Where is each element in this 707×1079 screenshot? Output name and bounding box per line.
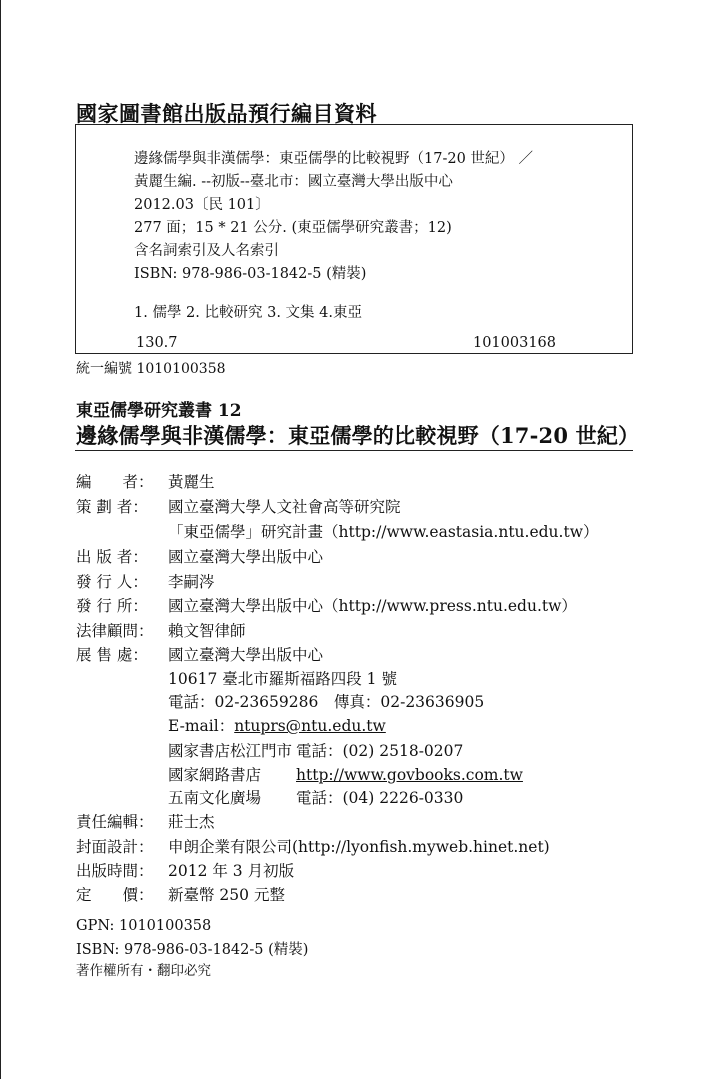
store1-row xyxy=(168,739,463,761)
credit-value: 國立臺灣大學人文社會高等研究院 xyxy=(168,498,401,516)
cip-date-line: 2012.03〔民 101〕 xyxy=(134,197,270,213)
credit-value: 莊士杰 xyxy=(168,813,215,831)
credit-value: 申朗企業有限公司(http://lyonfish.myweb.hinet.net) xyxy=(168,838,550,856)
cip-title-line: 邊緣儒學與非漢儒學：東亞儒學的比較視野（17-20 世紀） ／ xyxy=(134,151,534,167)
credit-planner xyxy=(76,495,401,517)
footer-isbn: ISBN: 978-986-03-1842-5 (精裝) xyxy=(76,942,309,958)
footer-copyright: 著作權所有・翻印必究 xyxy=(76,963,211,979)
store-phone: 電話：(02) 2518-0207 xyxy=(296,742,464,760)
cip-index-line: 含名詞索引及人名索引 xyxy=(134,243,279,259)
sales-phone-fax: 電話：02-23659286 傳真：02-23636905 xyxy=(168,693,485,711)
credit-editor xyxy=(76,470,215,492)
credit-label: 發 行 所： xyxy=(76,597,148,615)
credit-issuing-office xyxy=(76,594,577,616)
credit-label: 出 版 者： xyxy=(76,548,148,566)
credit-pub-date xyxy=(76,859,294,881)
email-label: E-mail： xyxy=(168,717,235,735)
store-name: 五南文化廣場 xyxy=(168,789,262,807)
credit-editor-in-charge xyxy=(76,810,215,832)
store3-row xyxy=(168,786,463,808)
credit-value: 新臺幣 250 元整 xyxy=(168,886,285,904)
page-left-edge xyxy=(0,0,1,1079)
credit-value: 黃麗生 xyxy=(168,473,215,491)
sales-address: 10617 臺北市羅斯福路四段 1 號 xyxy=(168,670,397,688)
credit-value: 國立臺灣大學出版中心（http://www.press.ntu.edu.tw） xyxy=(168,597,577,615)
credit-value: 2012 年 3 月初版 xyxy=(168,862,295,880)
credit-cover-design xyxy=(76,835,550,857)
cip-subjects-line: 1. 儒學 2. 比較研究 3. 文集 4.東亞 xyxy=(134,305,362,321)
credit-label: 發 行 人： xyxy=(76,573,148,591)
cip-editor-line: 黃麗生編. --初版--臺北市：國立臺灣大學出版中心 xyxy=(134,174,453,190)
title-divider xyxy=(75,450,633,451)
credit-planner-project: 「東亞儒學」研究計畫（http://www.eastasia.ntu.edu.tw） xyxy=(168,523,599,541)
credit-label: 法律顧問： xyxy=(76,622,154,640)
cip-record-box xyxy=(75,124,633,354)
store-name: 國家網路書店 xyxy=(168,766,262,784)
credit-value: 國立臺灣大學出版中心 xyxy=(168,548,324,566)
store-name: 國家書店松江門市 xyxy=(168,742,293,760)
store2-row xyxy=(168,763,523,785)
book-title: 邊緣儒學與非漢儒學：東亞儒學的比較視野（17-20 世紀） xyxy=(76,423,640,448)
credit-value: 李嗣涔 xyxy=(168,573,215,591)
unified-number: 統一編號 1010100358 xyxy=(76,361,226,377)
cip-physical-line: 277 面；15 * 21 公分. (東亞儒學研究叢書；12) xyxy=(134,220,452,236)
credit-label: 策 劃 者： xyxy=(76,498,148,516)
credit-label: 責任編輯： xyxy=(76,813,154,831)
credit-label: 定 價： xyxy=(76,886,154,904)
email-link[interactable]: ntuprs@ntu.edu.tw xyxy=(234,717,386,735)
cip-class-number: 130.7 xyxy=(136,335,178,351)
credit-sales xyxy=(76,643,323,665)
credit-legal xyxy=(76,619,246,641)
credit-label: 編 者： xyxy=(76,473,154,491)
footer-gpn: GPN: 1010100358 xyxy=(76,918,212,934)
credit-label: 展 售 處： xyxy=(76,646,148,664)
credit-issuer xyxy=(76,570,215,592)
series-title: 東亞儒學研究叢書 12 xyxy=(76,401,242,421)
store-url-link[interactable]: http://www.govbooks.com.tw xyxy=(296,766,523,784)
sales-email-row xyxy=(168,714,386,736)
cip-heading: 國家圖書館出版品預行編目資料 xyxy=(76,101,377,126)
credit-label: 出版時間： xyxy=(76,862,154,880)
credit-label: 封面設計： xyxy=(76,838,154,856)
cip-isbn-line: ISBN: 978-986-03-1842-5 (精裝) xyxy=(134,266,367,282)
credit-value: 賴文智律師 xyxy=(168,622,246,640)
store-phone: 電話：(04) 2226-0330 xyxy=(296,789,464,807)
credit-price xyxy=(76,883,285,905)
cip-catalog-code: 101003168 xyxy=(472,335,556,351)
credit-value: 國立臺灣大學出版中心 xyxy=(168,646,324,664)
credit-publisher xyxy=(76,545,323,567)
